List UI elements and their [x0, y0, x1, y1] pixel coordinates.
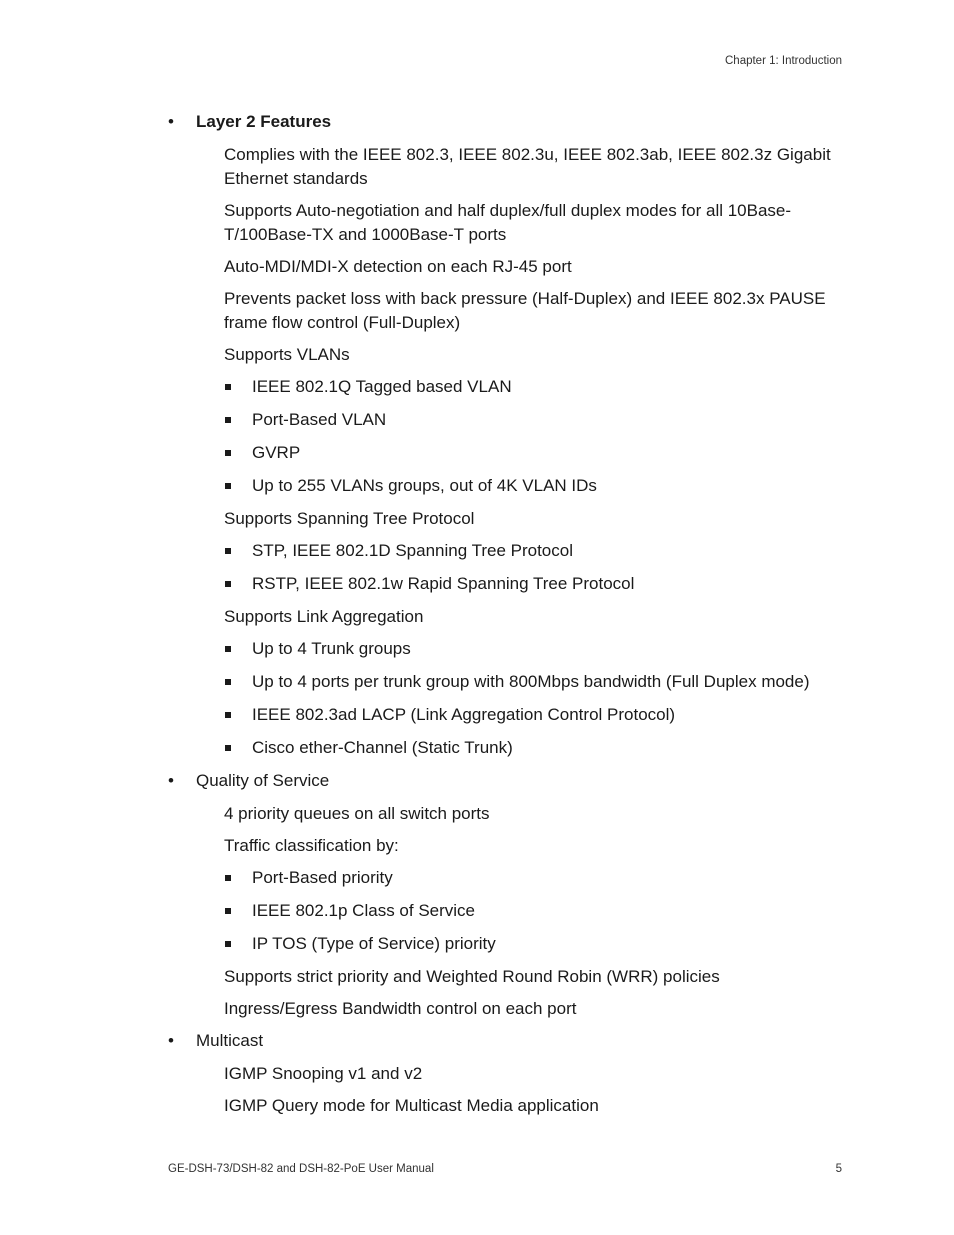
square-bullet-icon [225, 548, 231, 554]
list-item: Port-Based VLAN [0, 408, 954, 432]
list-item: GVRP [0, 441, 954, 465]
section-multicast [0, 1029, 954, 1053]
bullet-icon: • [168, 1031, 174, 1050]
subsection-title: Supports Link Aggregation [224, 607, 424, 626]
paragraph: Prevents packet loss with back pressure (Half-Duplex) and IEEE 802.3x PAUSE frame flow control (Full-Duplex) [224, 289, 826, 332]
square-bullet-icon [225, 450, 231, 456]
list-item: Up to 255 VLANs groups, out of 4K VLAN IDs [0, 474, 954, 498]
subsection-title: Supports VLANs [224, 345, 350, 364]
square-bullet-icon [225, 941, 231, 947]
list-item: Up to 4 ports per trunk group with 800Mbps bandwidth (Full Duplex mode) [0, 670, 954, 694]
paragraph: Supports Auto-negotiation and half duplex/full duplex modes for all 10Base-T/100Base-TX and 1000Base-T ports [224, 201, 792, 244]
section-title: Quality of Service [196, 771, 330, 790]
square-bullet-icon [225, 483, 231, 489]
list-item: IEEE 802.1p Class of Service [0, 899, 954, 923]
square-bullet-icon [225, 908, 231, 914]
subsection-title: Supports Spanning Tree Protocol [224, 509, 475, 528]
paragraph: Supports strict priority and Weighted Round Robin (WRR) policies [224, 967, 720, 986]
list-item: IEEE 802.1Q Tagged based VLAN [0, 375, 954, 399]
paragraph: Ingress/Egress Bandwidth control on each port [224, 999, 577, 1018]
square-bullet-icon [225, 384, 231, 390]
chapter-header: Chapter 1: Introduction [725, 55, 842, 67]
list-item: IP TOS (Type of Service) priority [0, 932, 954, 956]
paragraph: 4 priority queues on all switch ports [224, 804, 490, 823]
paragraph: Auto-MDI/MDI-X detection on each RJ-45 port [224, 257, 572, 276]
square-bullet-icon [225, 646, 231, 652]
list-item: Port-Based priority [0, 866, 954, 890]
paragraph: Traffic classification by: [224, 836, 399, 855]
list-item: RSTP, IEEE 802.1w Rapid Spanning Tree Protocol [0, 572, 954, 596]
list-item: IEEE 802.3ad LACP (Link Aggregation Control Protocol) [0, 703, 954, 727]
paragraph: IGMP Query mode for Multicast Media application [224, 1096, 599, 1115]
footer-manual-title: GE-DSH-73/DSH-82 and DSH-82-PoE User Manual [168, 1163, 434, 1175]
square-bullet-icon [225, 875, 231, 881]
square-bullet-icon [225, 712, 231, 718]
square-bullet-icon [225, 679, 231, 685]
list-item: STP, IEEE 802.1D Spanning Tree Protocol [0, 539, 954, 563]
list-item: Cisco ether-Channel (Static Trunk) [0, 736, 954, 760]
paragraph: Complies with the IEEE 802.3, IEEE 802.3u, IEEE 802.3ab, IEEE 802.3z Gigabit Ethernet standards [224, 145, 831, 188]
bullet-icon: • [168, 112, 174, 131]
square-bullet-icon [225, 745, 231, 751]
section-title: Layer 2 Features [196, 112, 332, 131]
square-bullet-icon [225, 581, 231, 587]
bullet-icon: • [168, 771, 174, 790]
list-item: Up to 4 Trunk groups [0, 637, 954, 661]
page-number: 5 [835, 1163, 842, 1175]
square-bullet-icon [225, 417, 231, 423]
section-qos [0, 769, 954, 793]
page-content [0, 110, 954, 1126]
section-title: Multicast [196, 1031, 264, 1050]
paragraph: IGMP Snooping v1 and v2 [224, 1064, 423, 1083]
section-layer2 [0, 110, 954, 134]
